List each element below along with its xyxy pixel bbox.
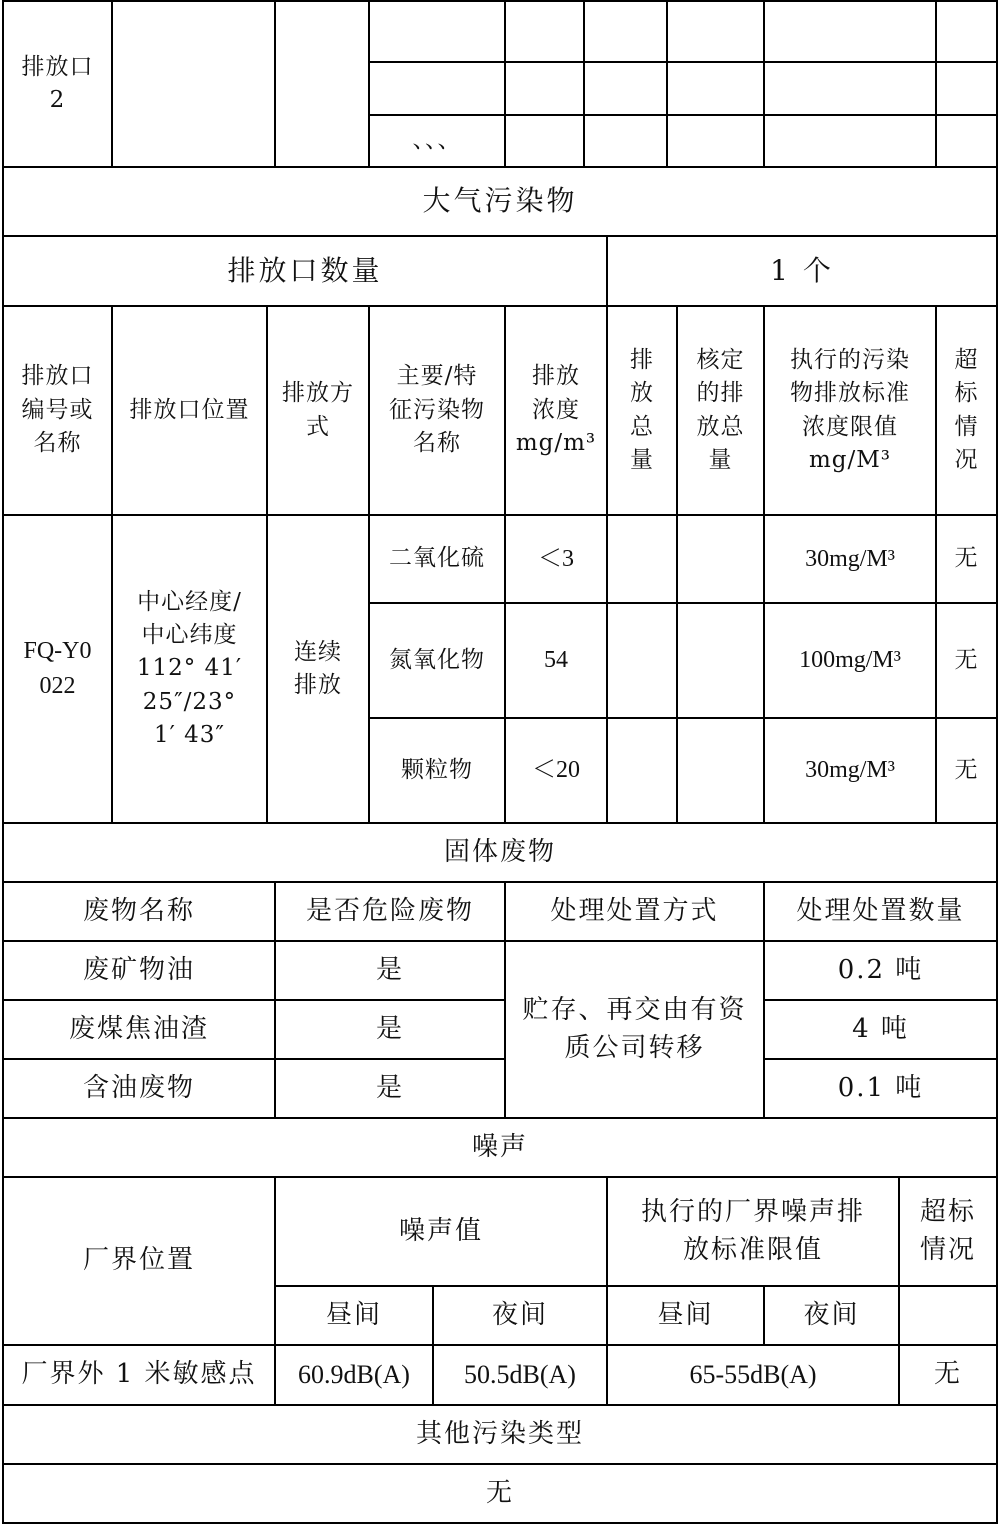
air-row-exceed: 无 [954, 646, 979, 673]
solid-row-name: 废矿物油 [82, 954, 195, 985]
air-row-exceed: 无 [954, 756, 979, 783]
noise-row-day: 60.9dB(A) [298, 1360, 410, 1390]
air-header-outlet-id: 排放口 编号或 名称 [21, 363, 94, 457]
noise-header-value: 噪声值 [398, 1215, 483, 1246]
solid-section-title: 固体废物 [443, 836, 556, 867]
air-header-standard: 执行的污染 物排放标准 浓度限值 mg/M³ [790, 346, 910, 473]
noise-header-std-day: 昼间 [657, 1299, 714, 1330]
air-row-concentration: 54 [544, 647, 568, 674]
solid-row-quantity: 0.1 吨 [837, 1072, 924, 1103]
solid-row-hazardous: 是 [375, 954, 404, 985]
air-row-standard: 30mg/M³ [805, 757, 895, 784]
air-header-approved-total: 核定 的排 放总 量 [696, 346, 745, 473]
air-row-exceed: 无 [954, 545, 979, 572]
air-header-exceed: 超 标 情 况 [954, 346, 979, 473]
air-outlet-method: 连续 排放 [294, 638, 342, 698]
noise-header-night: 夜间 [491, 1299, 548, 1330]
solid-row-name: 含油废物 [82, 1072, 195, 1103]
air-section-title: 大气污染物 [422, 184, 578, 218]
air-row-standard: 100mg/M³ [799, 647, 901, 674]
air-row-pollutant: 颗粒物 [401, 756, 473, 783]
solid-row-hazardous: 是 [375, 1013, 404, 1044]
air-row-pollutant: 二氧化硫 [389, 545, 485, 572]
air-row-approved-total [678, 516, 763, 602]
solid-row-quantity: 4 吨 [852, 1013, 909, 1044]
outlet-2-name: 排放口 2 [21, 53, 94, 113]
other-value: 无 [485, 1477, 514, 1508]
air-outlet-position: 中心经度/ 中心纬度 112° 41′ 25″/23° 1′ 43″ [136, 588, 243, 749]
solid-header-method: 处理处置方式 [550, 895, 719, 926]
noise-header-standard: 执行的厂界噪声排 放标准限值 [640, 1196, 865, 1265]
noise-header-std-night: 夜间 [803, 1299, 860, 1330]
air-header-method: 排放方 式 [282, 380, 354, 440]
solid-row-quantity: 0.2 吨 [837, 954, 924, 985]
air-header-pollutant: 主要/特 征污染物 名称 [389, 363, 485, 457]
air-outlet-count-value: 1 个 [770, 253, 834, 287]
solid-row-hazardous: 是 [375, 1072, 404, 1103]
air-row-total [608, 719, 676, 822]
solid-disposal-method: 贮存、再交由有资 质公司转移 [522, 994, 747, 1063]
air-header-total: 排 放 总 量 [630, 346, 654, 473]
noise-row-exceed: 无 [933, 1359, 962, 1390]
air-row-standard: 30mg/M³ [805, 545, 895, 572]
solid-header-quantity: 处理处置数量 [796, 895, 965, 926]
noise-header-location: 厂界位置 [82, 1245, 195, 1276]
air-row-pollutant: 氮氧化物 [389, 646, 485, 673]
air-header-position: 排放口位置 [129, 396, 250, 423]
noise-header-day: 昼间 [325, 1299, 382, 1330]
air-row-concentration: ＜3 [538, 545, 574, 572]
air-outlet-count-label: 排放口数量 [227, 253, 383, 287]
noise-row-standard: 65-55dB(A) [689, 1360, 817, 1390]
noise-section-title: 噪声 [471, 1131, 528, 1162]
air-row-total [608, 604, 676, 717]
solid-header-hazardous: 是否危险废物 [305, 895, 474, 926]
noise-row-night: 50.5dB(A) [464, 1360, 576, 1390]
noise-header-exceed: 超标 情况 [919, 1196, 976, 1265]
air-outlet-id: FQ-Y0 022 [23, 638, 92, 699]
air-row-approved-total [678, 719, 763, 822]
solid-row-name: 废煤焦油渣 [68, 1013, 209, 1044]
ellipsis-cell: 、、、 [412, 127, 462, 154]
noise-row-location: 厂界外 1 米敏感点 [21, 1359, 257, 1390]
other-section-title: 其他污染类型 [415, 1418, 584, 1449]
air-header-concentration: 排放 浓度 mg/m³ [515, 363, 597, 457]
air-row-approved-total [678, 604, 763, 717]
solid-header-name: 废物名称 [82, 895, 195, 926]
air-row-total [608, 516, 676, 602]
air-row-concentration: ＜20 [532, 757, 580, 784]
